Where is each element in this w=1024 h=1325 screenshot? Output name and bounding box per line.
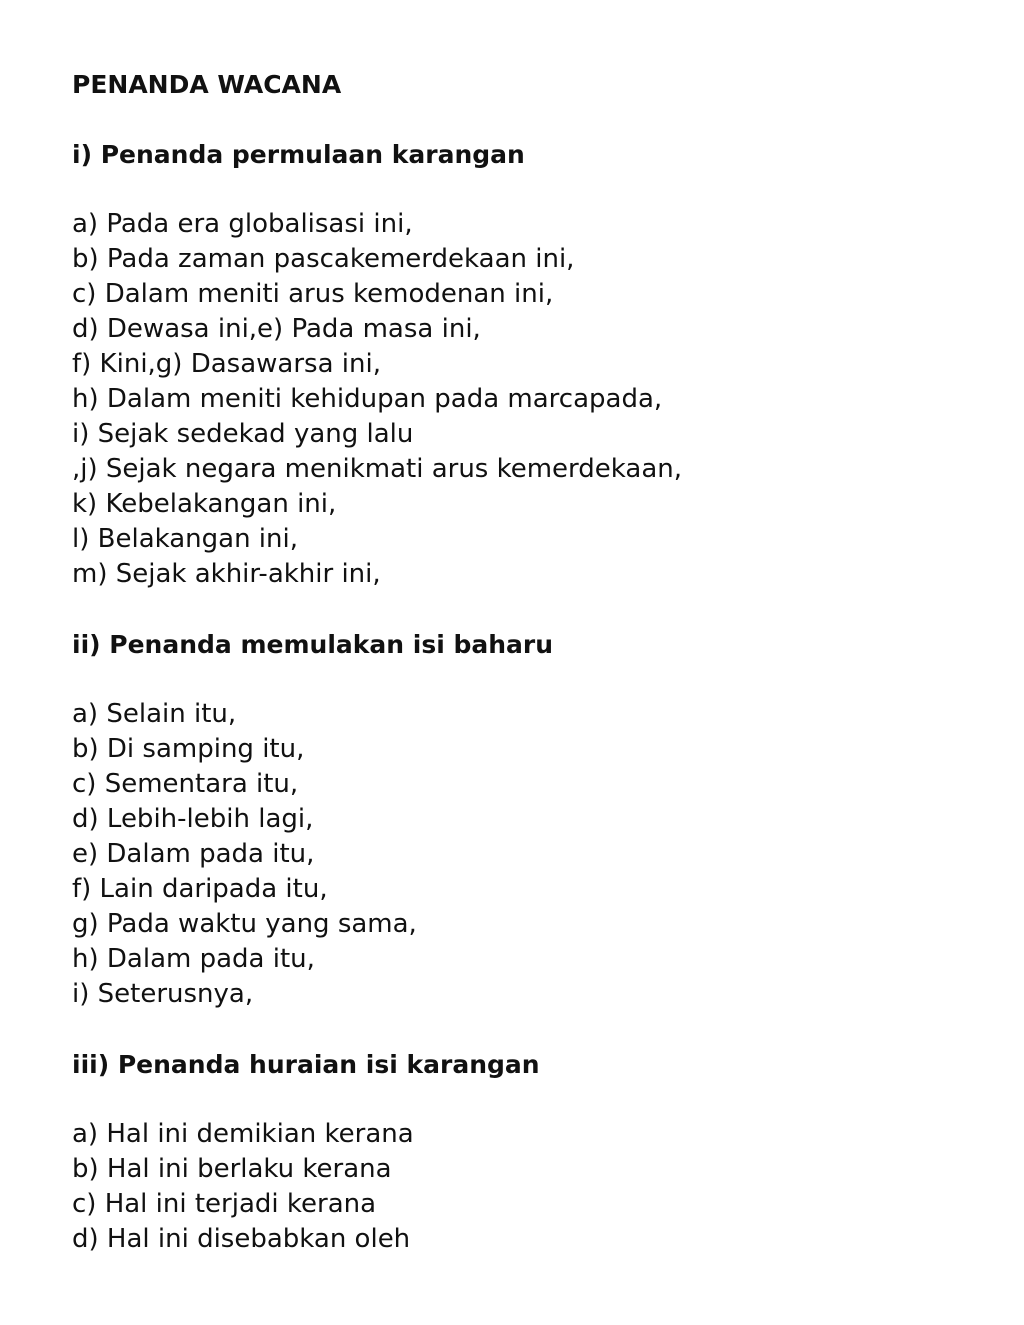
list-item: i) Sejak sedekad yang lalu [72,419,414,449]
section-heading-permulaan: i) Penanda permulaan karangan [72,140,525,169]
list-item: b) Di samping itu, [72,734,305,764]
list-item: b) Pada zaman pascakemerdekaan ini, [72,244,575,274]
list-item: f) Lain daripada itu, [72,874,328,904]
document-page [72,67,972,1257]
list-item: d) Hal ini disebabkan oleh [72,1224,411,1254]
section-list-permulaan [72,207,972,592]
list-item: a) Hal ini demikian kerana [72,1119,414,1149]
list-item: k) Kebelakangan ini, [72,489,337,519]
list-item: d) Lebih-lebih lagi, [72,804,314,834]
list-item: m) Sejak akhir-akhir ini, [72,559,381,589]
list-item: c) Sementara itu, [72,769,299,799]
list-item: h) Dalam pada itu, [72,944,315,974]
list-item: g) Pada waktu yang sama, [72,909,417,939]
list-item: i) Seterusnya, [72,979,254,1009]
list-item: e) Dalam pada itu, [72,839,315,869]
section-list-huraian [72,1117,972,1257]
list-item: l) Belakangan ini, [72,524,299,554]
list-item: d) Dewasa ini,e) Pada masa ini, [72,314,481,344]
list-item: a) Selain itu, [72,699,237,729]
document-title: PENANDA WACANA [72,70,342,99]
list-item: c) Hal ini terjadi kerana [72,1189,377,1219]
list-item: b) Hal ini berlaku kerana [72,1154,392,1184]
list-item: c) Dalam meniti arus kemodenan ini, [72,279,554,309]
list-item: a) Pada era globalisasi ini, [72,209,413,239]
section-heading-huraian: iii) Penanda huraian isi karangan [72,1050,540,1079]
section-list-isi-baharu [72,697,972,1012]
list-item: f) Kini,g) Dasawarsa ini, [72,349,381,379]
list-item: ,j) Sejak negara menikmati arus kemerdekaan, [72,454,682,484]
section-heading-isi-baharu: ii) Penanda memulakan isi baharu [72,630,554,659]
list-item: h) Dalam meniti kehidupan pada marcapada, [72,384,663,414]
